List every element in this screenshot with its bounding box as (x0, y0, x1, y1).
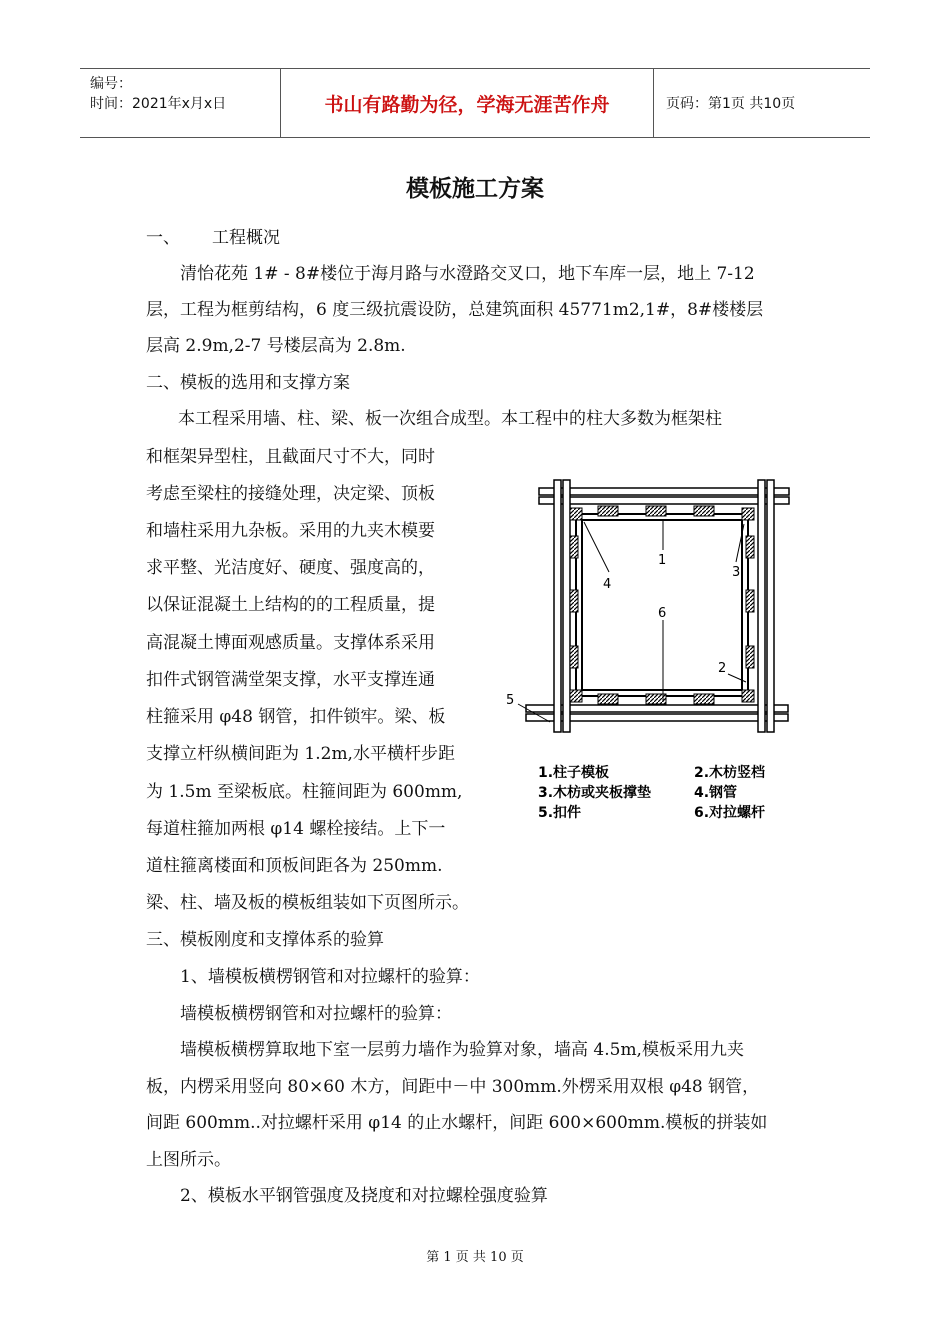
legend-item-4: 4.钢管 (694, 785, 738, 801)
section1-para-line1: 清怡花苑 1# - 8#楼位于海月路与水澄路交叉口，地下车库一层，地上 7-12 (180, 264, 755, 284)
section2-line2: 和框架异型柱，且截面尺寸不大，同时 (146, 447, 435, 467)
timber-pad (646, 506, 666, 516)
label-num-1: 1 (658, 553, 667, 568)
section2-title: 二、模板的选用和支撑方案 (146, 373, 350, 393)
top-pipe-upper (539, 488, 789, 495)
header-page-info: 页码：第1页 共10页 (666, 96, 796, 112)
section3-para-line4: 上图所示。 (146, 1150, 231, 1170)
header-motto: 书山有路勤为径，学海无涯苦作舟 (281, 69, 654, 137)
timber-pad (598, 694, 618, 704)
section3-1-title: 1、墙模板横楞钢管和对拉螺杆的验算： (180, 967, 480, 987)
page-footer: 第 1 页 共 10 页 (426, 1250, 524, 1265)
section2-line11: 为 1.5m 至梁板底。柱箍间距为 600mm, (146, 782, 463, 802)
timber-pad (570, 536, 578, 558)
section3-para-line1: 墙模板横楞算取地下室一层剪力墙作为验算对象，墙高 4.5m,模板采用九夹 (180, 1040, 744, 1060)
left-pipe-outer (554, 480, 561, 732)
corner-batten (570, 508, 582, 520)
section2-line6: 以保证混凝土上结构的的工程质量，提 (146, 595, 435, 615)
section1-title: 工程概况 (212, 228, 280, 248)
section3-title: 三、模板刚度和支撑体系的验算 (146, 930, 384, 950)
header-meta (80, 69, 281, 137)
page-header (80, 68, 870, 138)
legend-item-1: 1.柱子模板 (538, 765, 610, 781)
timber-pad (570, 590, 578, 612)
section2-line4: 和墙柱采用九杂板。采用的九夹木模要 (146, 521, 435, 541)
label-num-2: 2 (718, 661, 727, 676)
top-pipe-lower (539, 497, 789, 504)
document-title: 模板施工方案 (406, 176, 544, 202)
section2-line5: 求平整、光洁度好、硬度、强度高的， (146, 558, 435, 578)
column-formwork-diagram (506, 470, 796, 830)
timber-pad (570, 646, 578, 668)
legend-item-5: 5.扣件 (538, 805, 582, 821)
timber-pad (746, 536, 754, 558)
label-num-5: 5 (506, 693, 515, 708)
section2-line12: 每道柱箍加两根 φ14 螺栓接结。上下一 (146, 819, 446, 839)
section2-line13: 道柱箍离楼面和顶板间距各为 250mm. (146, 856, 443, 876)
section2-line1: 本工程采用墙、柱、梁、板一次组合成型。本工程中的柱大多数为框架柱 (178, 409, 722, 429)
right-pipe-inner (758, 480, 765, 732)
section2-line14: 梁、柱、墙及板的模板组装如下页图所示。 (146, 893, 469, 913)
timber-pad (694, 506, 714, 516)
section3-2-title: 2、模板水平钢管强度及挠度和对拉螺栓强度验算 (180, 1186, 548, 1206)
legend-item-6: 6.对拉螺杆 (694, 805, 766, 821)
formwork-diagram-svg (506, 470, 796, 830)
section2-line9: 柱箍采用 φ48 钢管，扣件锁牢。梁、板 (146, 707, 446, 727)
legend-item-2: 2.木枋竖档 (694, 765, 766, 781)
section2-line10: 支撑立杆纵横间距为 1.2m,水平横杆步距 (146, 744, 455, 764)
right-pipe-outer (767, 480, 774, 732)
section3-para-line2: 板，内楞采用竖向 80×60 木方，间距中－中 300mm.外楞采用双根 φ48 钢管， (146, 1077, 760, 1097)
section3-1-subtitle: 墙模板横楞钢管和对拉螺杆的验算： (180, 1004, 452, 1024)
timber-pad (746, 646, 754, 668)
label-num-3: 3 (732, 565, 741, 580)
legend-item-3: 3.木枋或夹板撑垫 (538, 785, 652, 801)
corner-batten (742, 690, 754, 702)
timber-pad (746, 590, 754, 612)
section2-line3: 考虑至梁柱的接缝处理，决定梁、顶板 (146, 484, 435, 504)
label-num-4: 4 (603, 577, 612, 592)
section2-line8: 扣件式钢管满堂架支撑，水平支撑连通 (146, 670, 435, 690)
section2-line7: 高混凝土博面观感质量。支撑体系采用 (146, 633, 435, 653)
doc-time-label: 时间：2021年x月x日 (90, 96, 227, 112)
timber-pad (598, 506, 618, 516)
corner-batten (742, 508, 754, 520)
doc-number-label: 编号： (90, 76, 132, 92)
section1-para-line3: 层高 2.9m,2-7 号楼层高为 2.8m. (146, 336, 406, 356)
section1-number: 一、 (146, 228, 180, 248)
section1-para-line2: 层，工程为框剪结构，6 度三级抗震设防，总建筑面积 45771m2,1#，8#楼楼层 (146, 300, 764, 320)
label-num-6: 6 (658, 606, 667, 621)
section3-para-line3: 间距 600mm..对拉螺杆采用 φ14 的止水螺杆，间距 600×600mm.模板的拼装如 (146, 1113, 768, 1133)
corner-batten (570, 690, 582, 702)
timber-pad (694, 694, 714, 704)
left-pipe-inner (563, 480, 570, 732)
